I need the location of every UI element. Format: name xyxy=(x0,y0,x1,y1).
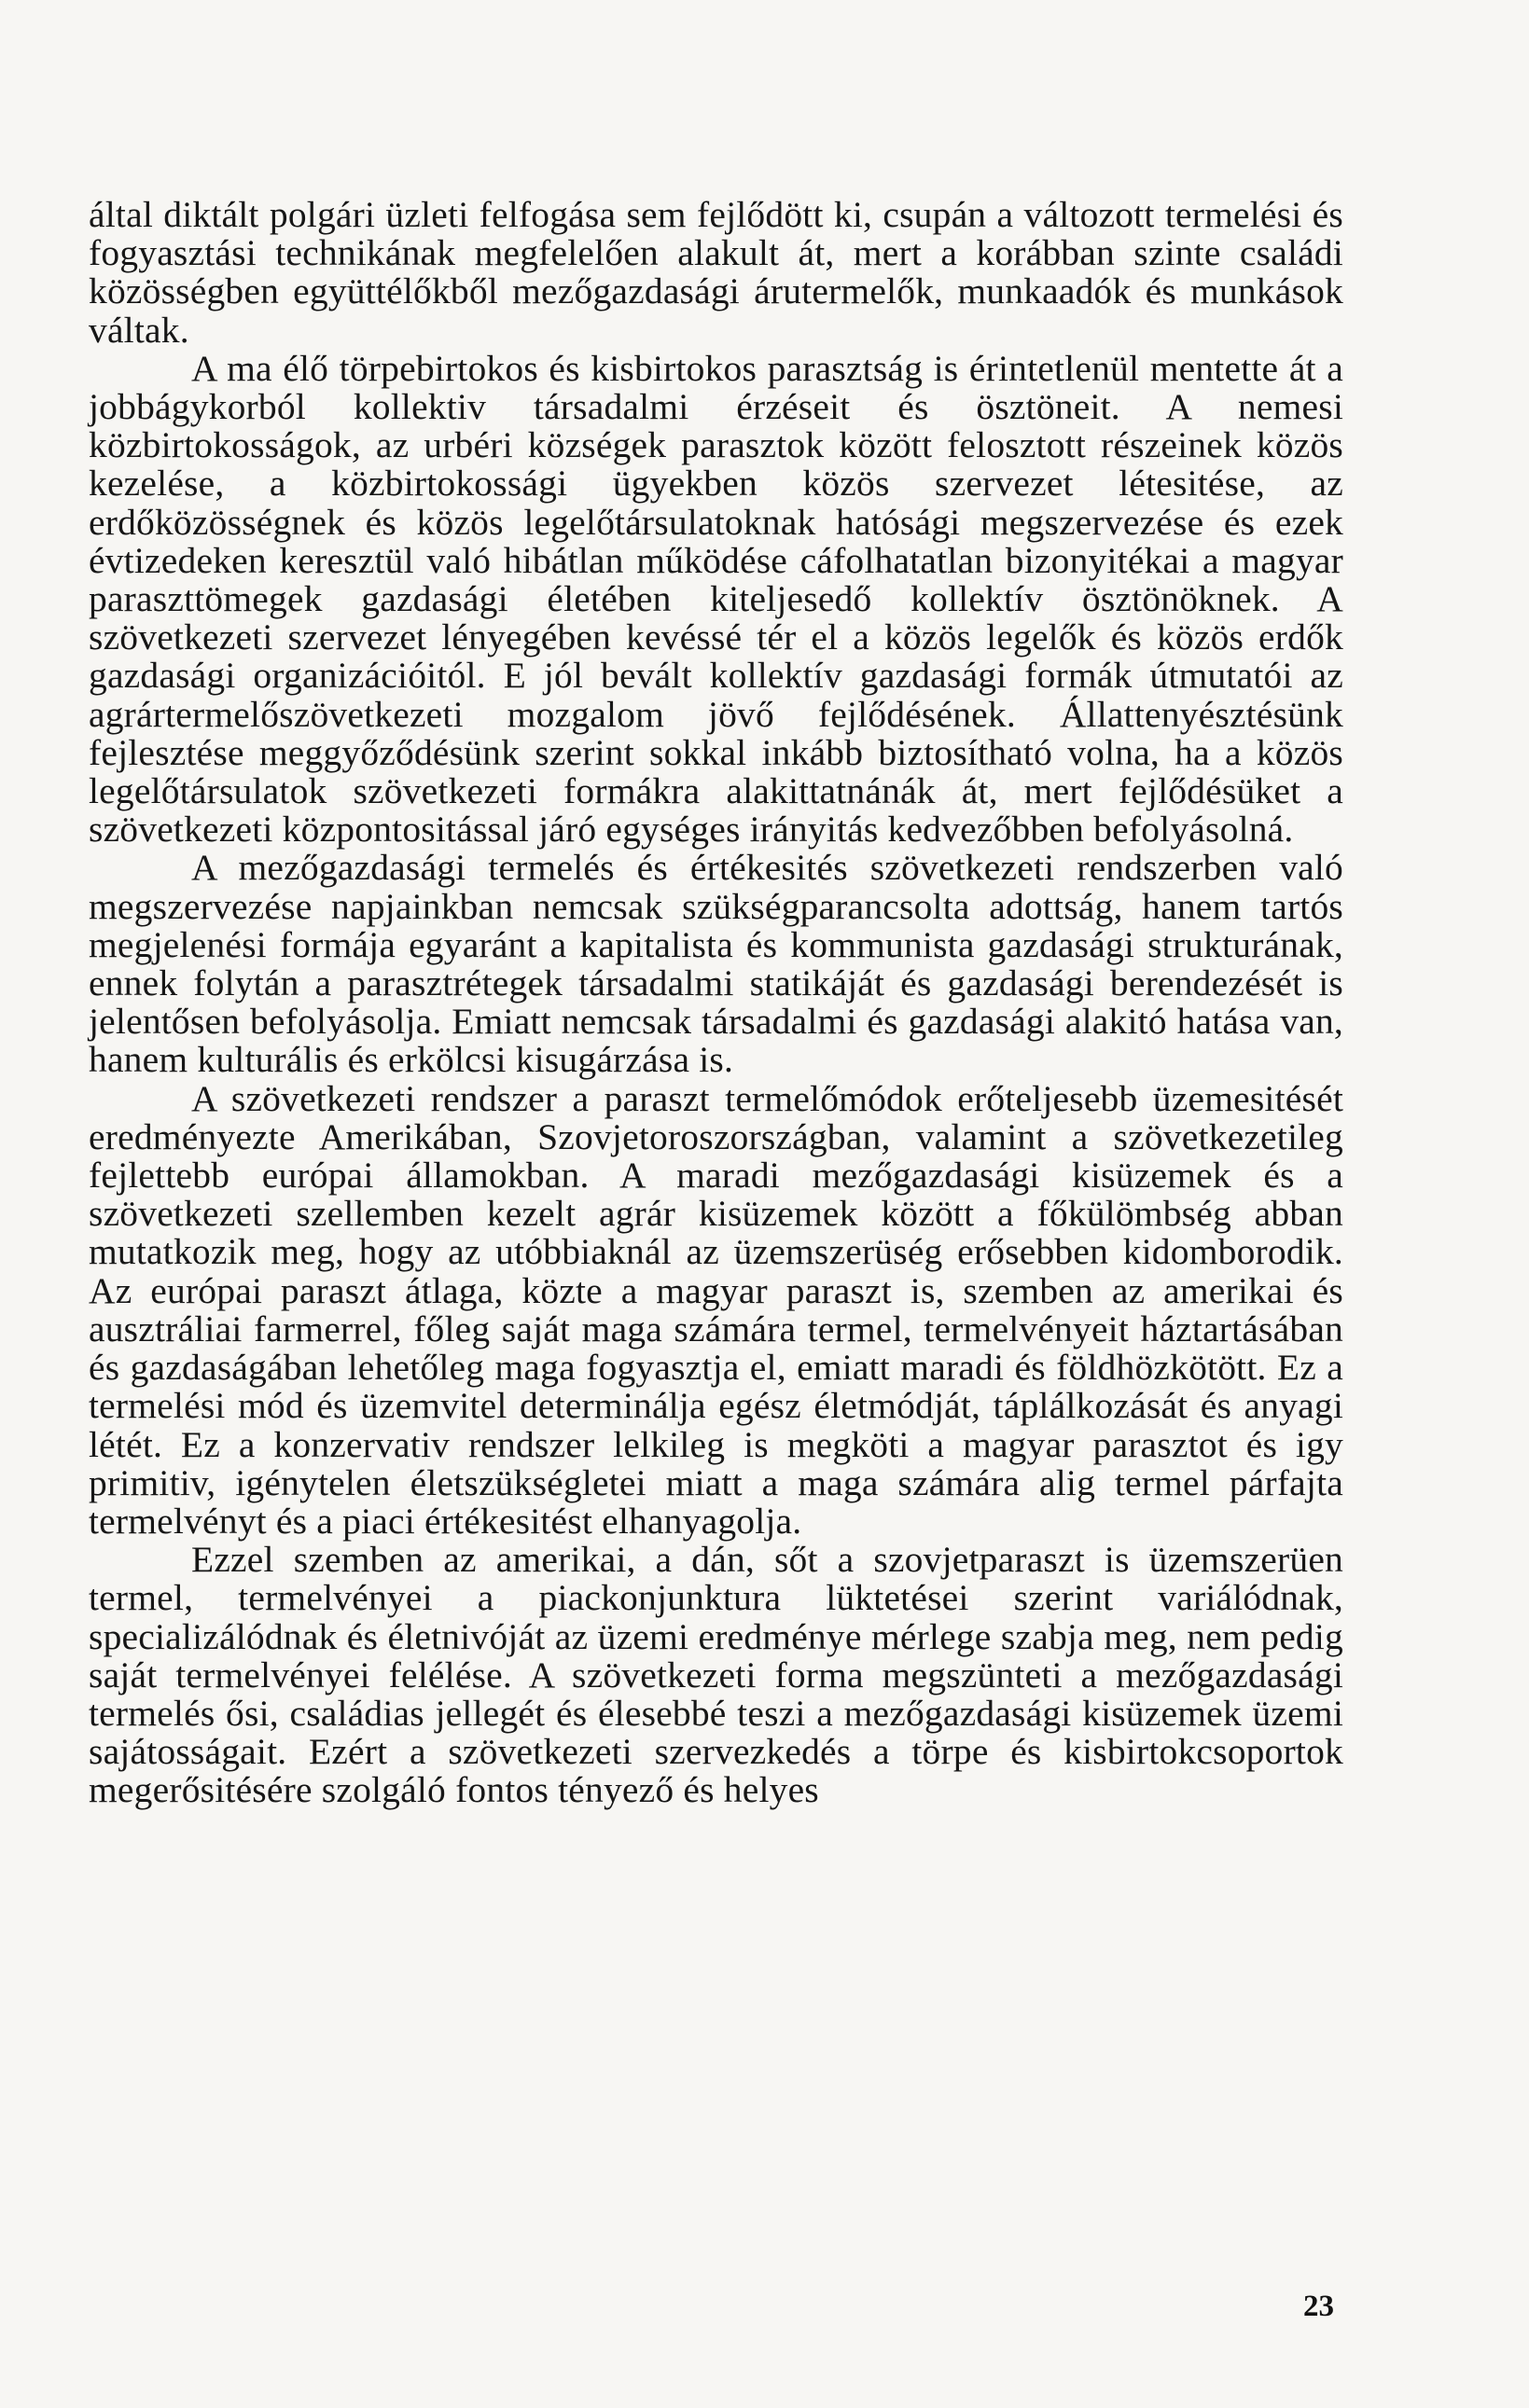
paragraph-2: A ma élő törpebirtokos és kisbirtokos parasztság is érintetlenül mentette át a jobbágykorból kollektiv társadalmi érzéseit és ösztöneit. A nemesi közbirtokosságok, az urbéri községek parasztok között felosztott részeinek közös kezelése, a közbirtokossági ügyekben közös szervezet létesitése, az erdőközösségnek és közös legelőtársulatoknak hatósági megszervezése és ezek évtizedeken keresztül való hibátlan működése cáfolhatatlan bizonyitékai a magyar paraszttömegek gazdasági életében kiteljesedő kollektív ösztönöknek. A szövetkezeti szervezet lényegében kevéssé tér el a közös legelők és közös erdők gazdasági organizációitól. E jól bevált kollektív gazdasági formák útmutatói az agrártermelőszövetkezeti mozgalom jövő fejlődésének. Állattenyésztésünk fejlesztése meggyőződésünk szerint sokkal inkább biztosítható volna, ha a közös legelőtársulatok szövetkezeti formákra alakittatnánák át, mert fejlődésüket a szövetkezeti központositással járó egységes irányitás kedvezőbben befolyásolná. xyxy=(89,347,1343,851)
page-number: 23 xyxy=(1303,2290,1334,2323)
paragraph-3: A mezőgazdasági termelés és értékesités szövetkezeti rendszerben való megszervezése napjainkban nemcsak szükségparancsolta adottság, hanem tartós megjelenési formája egyaránt a kapitalista és kommunista gazdasági strukturának, ennek folytán a parasztrétegek társadalmi statikáját és gazdasági berendezését is jelentősen befolyásolja. Emiatt nemcsak társadalmi és gazdasági alakitó hatása van, hanem kulturális és erkölcsi kisugárzása is. xyxy=(89,847,1343,1081)
document-page xyxy=(89,196,1343,1810)
paragraph-4: A szövetkezeti rendszer a paraszt termelőmódok erőteljesebb üzemesitését eredményezte Amerikában, Szovjetoroszországban, valamint a szövetkezetileg fejlettebb európai államokban. A maradi mezőgazdasági kisüzemek és a szövetkezeti szellemben kezelt agrár kisüzemek között a főkülömbség abban mutatkozik meg, hogy az utóbbiaknál az üzemszerüség erősebben kidomborodik. Az európai paraszt átlaga, közte a magyar paraszt is, szemben az amerikai és ausztráliai farmerrel, főleg saját maga számára termel, termelvényeit háztartásában és gazdaságában lehetőleg maga fogyasztja el, emiatt maradi és földhözkötött. Ez a termelési mód és üzemvitel determinálja egész életmódját, táplálkozását és anyagi létét. Ez a konzervativ rendszer lelkileg is megköti a magyar parasztot és igy primitiv, igénytelen életszükségletei miatt a maga számára alig termel párfajta termelvényt és a piaci értékesitést elhanyagolja. xyxy=(89,1077,1343,1542)
paragraph-1: által diktált polgári üzleti felfogása sem fejlődött ki, csupán a változott termelési és fogyasztási technikának megfelelően alakult át, mert a korábban szinte családi közösségben együttélőkből mezőgazdasági árutermelők, munkaadók és munkások váltak. xyxy=(89,194,1343,351)
paragraph-5: Ezzel szemben az amerikai, a dán, sőt a szovjetparaszt is üzemszerüen termel, termelvényei a piackonjunktura lüktetései szerint variálódnak, specializálódnak és életnivóját az üzemi eredménye mérlege szabja meg, nem pedig saját termelvényei felélése. A szövetkezeti forma megszünteti a mezőgazdasági termelés ősi, családias jellegét és élesebbé teszi a mezőgazdasági kisüzemek üzemi sajátosságait. Ezért a szövetkezeti szervezkedés a törpe és kisbirtokcsoportok megerősitésére szolgáló fontos tényező és helyes xyxy=(89,1539,1343,1811)
